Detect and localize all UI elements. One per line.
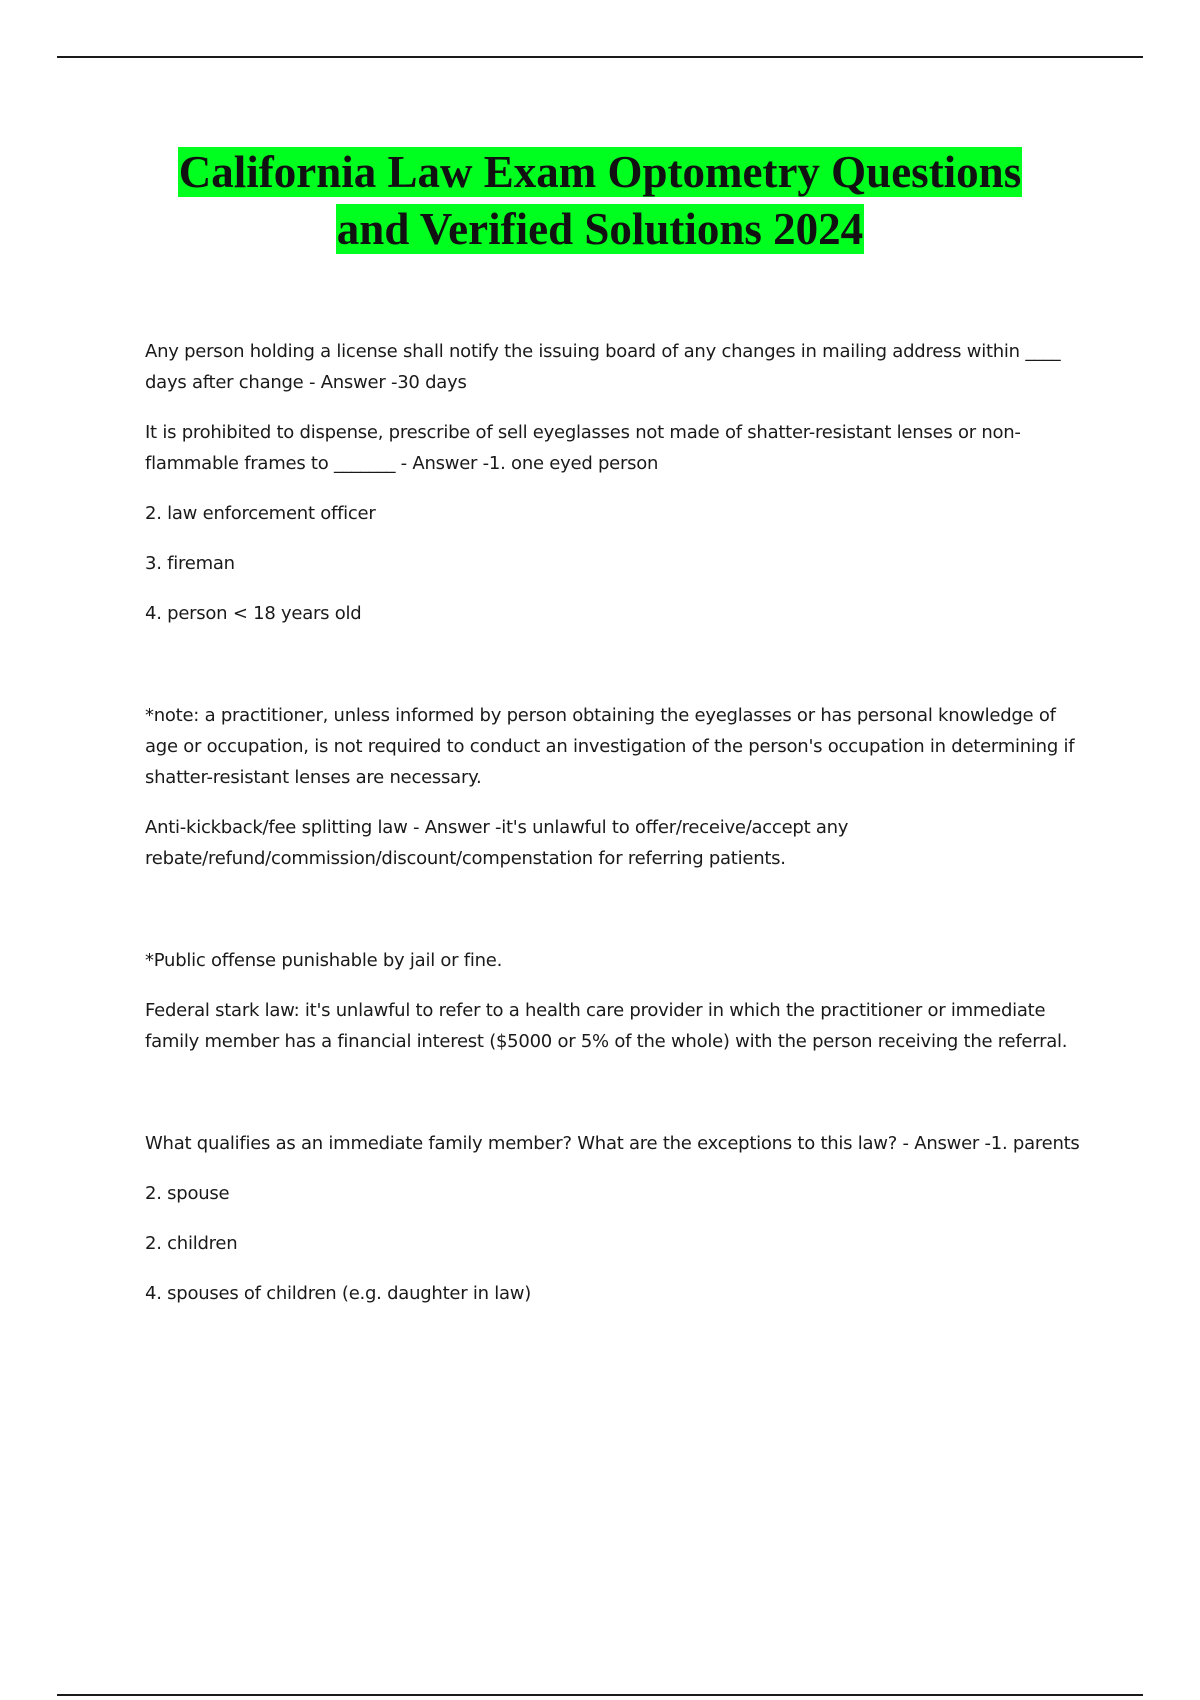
document-body bbox=[145, 336, 1090, 1309]
paragraph-public-offense: *Public offense punishable by jail or fine. bbox=[145, 950, 503, 971]
list-item: 4. spouses of children (e.g. daughter in law) bbox=[145, 1283, 531, 1304]
paragraph-stark-law: Federal stark law: it's unlawful to refer to a health care provider in which the practitioner or immediate family member has a financial interest ($5000 or 5% of the whole) with the person receiving the referral. bbox=[145, 1000, 1068, 1052]
paragraph-immediate-family: What qualifies as an immediate family member? What are the exceptions to this law? - Answer -1. parents bbox=[145, 1133, 1080, 1154]
paragraph-anti-kickback: Anti-kickback/fee splitting law - Answer -it's unlawful to offer/receive/accept any rebate/refund/commission/discount/compenstation for referring patients. bbox=[145, 817, 849, 869]
title-line-2: and Verified Solutions 2024 bbox=[336, 204, 864, 254]
bottom-rule bbox=[57, 1694, 1143, 1696]
list-item: 2. law enforcement officer bbox=[145, 503, 376, 524]
paragraph-shatter-resistant: It is prohibited to dispense, prescribe of sell eyeglasses not made of shatter-resistant lenses or non-flammable frames to _______ - Answer -1. one eyed person bbox=[145, 422, 1021, 474]
top-rule bbox=[57, 56, 1143, 58]
paragraph-note: *note: a practitioner, unless informed by person obtaining the eyeglasses or has personal knowledge of age or occupation, is not required to conduct an investigation of the person's occupation in determining if shatter-resistant lenses are necessary. bbox=[145, 705, 1075, 788]
paragraph-license-address: Any person holding a license shall notify the issuing board of any changes in mailing address within ____ days after change - Answer -30 days bbox=[145, 341, 1061, 393]
list-item: 2. spouse bbox=[145, 1183, 230, 1204]
document-title bbox=[60, 144, 1140, 258]
title-line-1: California Law Exam Optometry Questions bbox=[178, 147, 1022, 197]
list-item: 4. person < 18 years old bbox=[145, 603, 362, 624]
list-item: 2. children bbox=[145, 1233, 238, 1254]
list-item: 3. fireman bbox=[145, 553, 235, 574]
